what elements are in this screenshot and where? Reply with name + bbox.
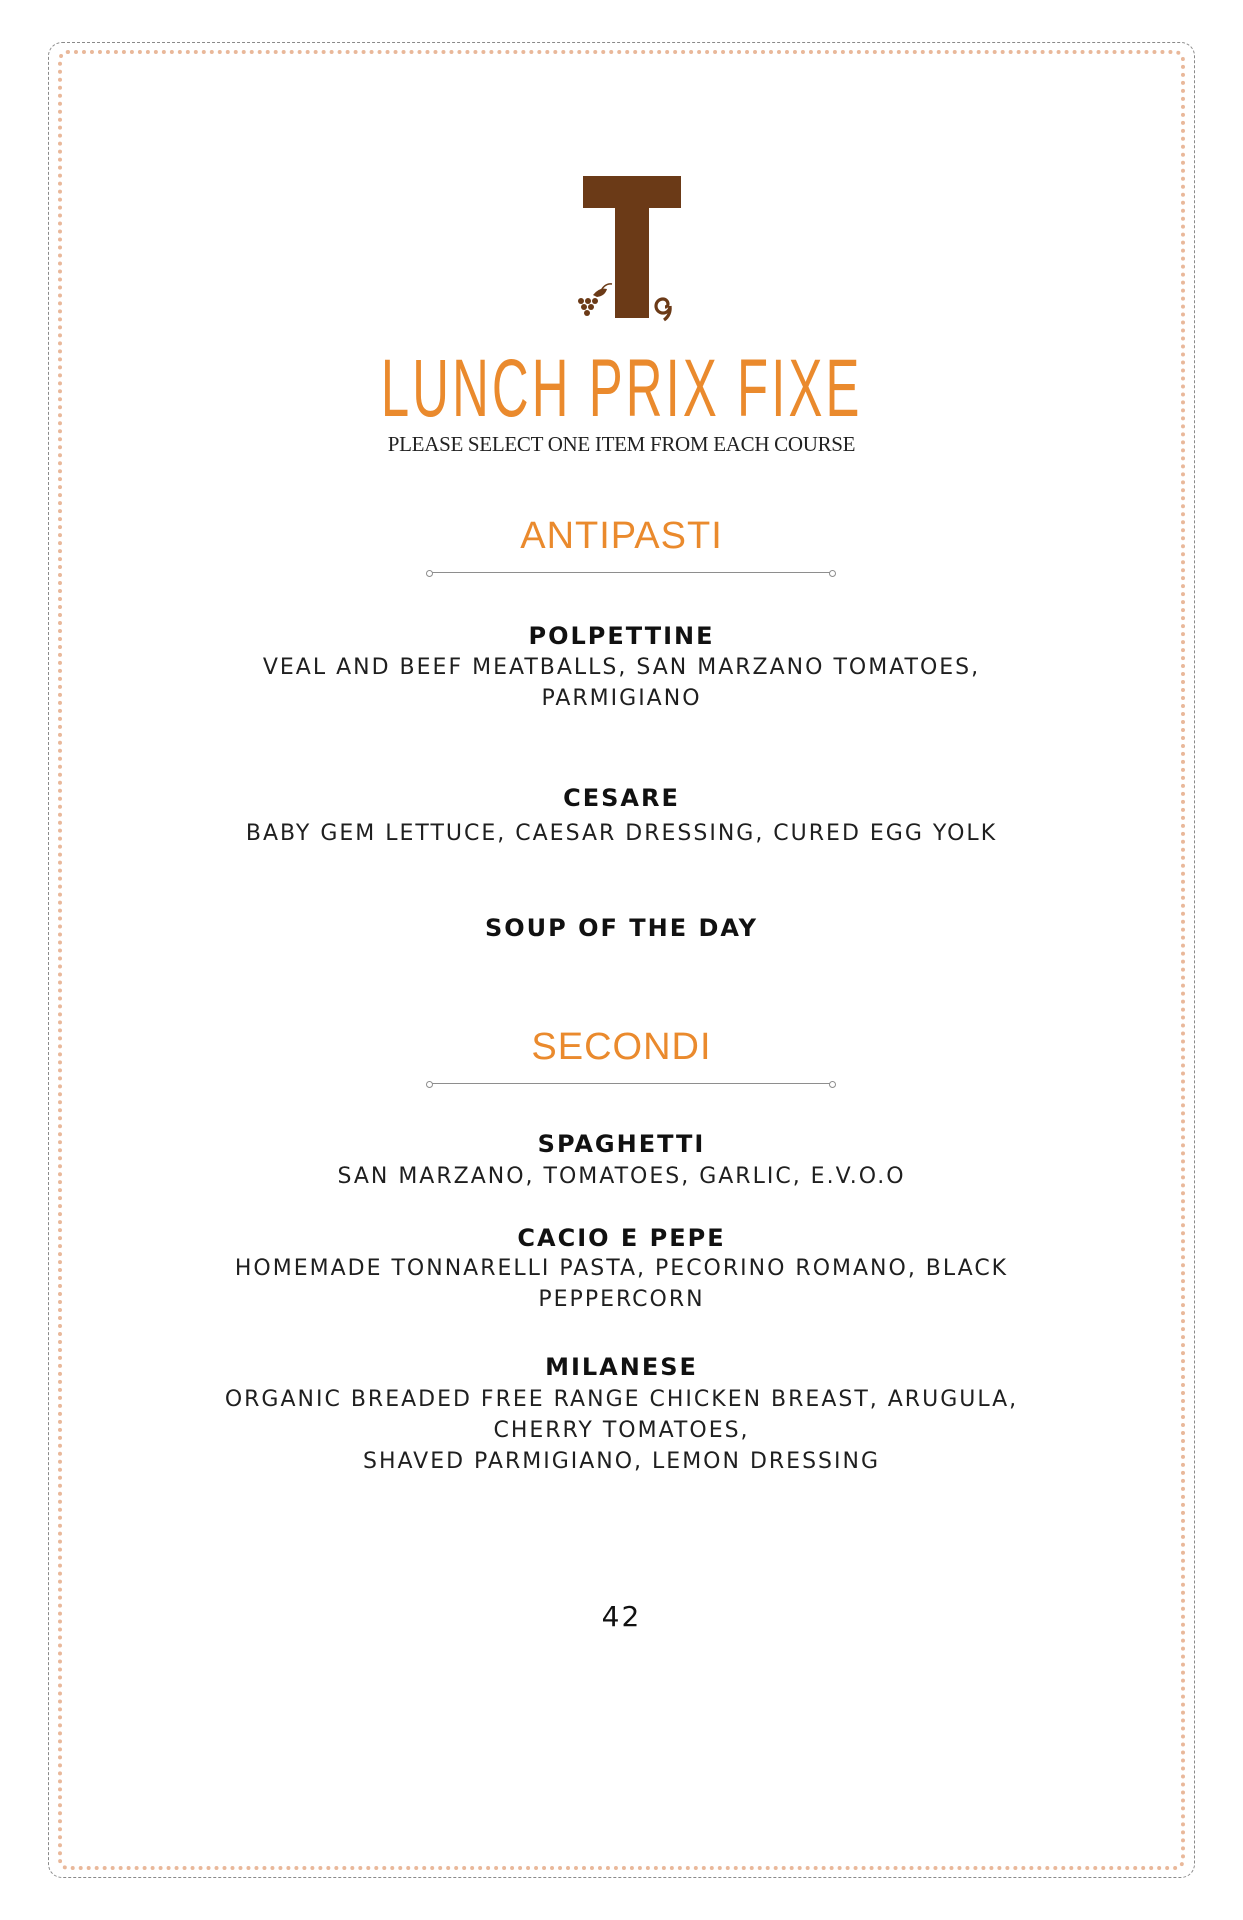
section-title-secondi: SECONDI xyxy=(531,1026,712,1068)
description-line: SAN MARZANO, TOMATOES, GARLIC, E.V.O.O xyxy=(337,1164,906,1189)
menu-item-name: CACIO E PEPE xyxy=(517,1224,726,1252)
section-divider xyxy=(432,572,830,573)
menu-item-description xyxy=(180,818,1063,849)
description-line: SHAVED PARMIGIANO, LEMON DRESSING xyxy=(363,1449,880,1474)
menu-item-description xyxy=(180,1253,1063,1315)
menu-item-name: CESARE xyxy=(563,784,680,812)
menu-title: LUNCH PRIX FIXE xyxy=(380,343,863,434)
menu-price: 42 xyxy=(601,1600,642,1633)
menu-item-name: MILANESE xyxy=(545,1353,698,1381)
description-line: HOMEMADE TONNARELLI PASTA, PECORINO ROMANO, BLACK xyxy=(234,1256,1009,1281)
description-line: BABY GEM LETTUCE, CAESAR DRESSING, CURED EGG YOLK xyxy=(245,821,998,846)
menu-item-description xyxy=(180,1384,1063,1477)
section-title-antipasti: ANTIPASTI xyxy=(520,515,723,557)
section-divider xyxy=(432,1083,830,1084)
description-line: VEAL AND BEEF MEATBALLS, SAN MARZANO TOMATOES, xyxy=(262,655,981,680)
description-line: ORGANIC BREADED FREE RANGE CHICKEN BREAST, ARUGULA, xyxy=(224,1387,1019,1412)
t-monogram-grapes-swirl-icon xyxy=(570,176,690,326)
description-line: PARMIGIANO xyxy=(541,686,702,711)
menu-item-name: SPAGHETTI xyxy=(537,1130,706,1158)
menu-subtitle: PLEASE SELECT ONE ITEM FROM EACH COURSE xyxy=(387,432,856,456)
menu-item-description xyxy=(180,652,1063,714)
description-line: PEPPERCORN xyxy=(538,1287,705,1312)
menu-item-description xyxy=(180,1161,1063,1192)
menu-item-name: POLPETTINE xyxy=(528,622,715,650)
description-line: CHERRY TOMATOES, xyxy=(493,1418,750,1443)
menu-item-name: SOUP OF THE DAY xyxy=(484,914,759,942)
